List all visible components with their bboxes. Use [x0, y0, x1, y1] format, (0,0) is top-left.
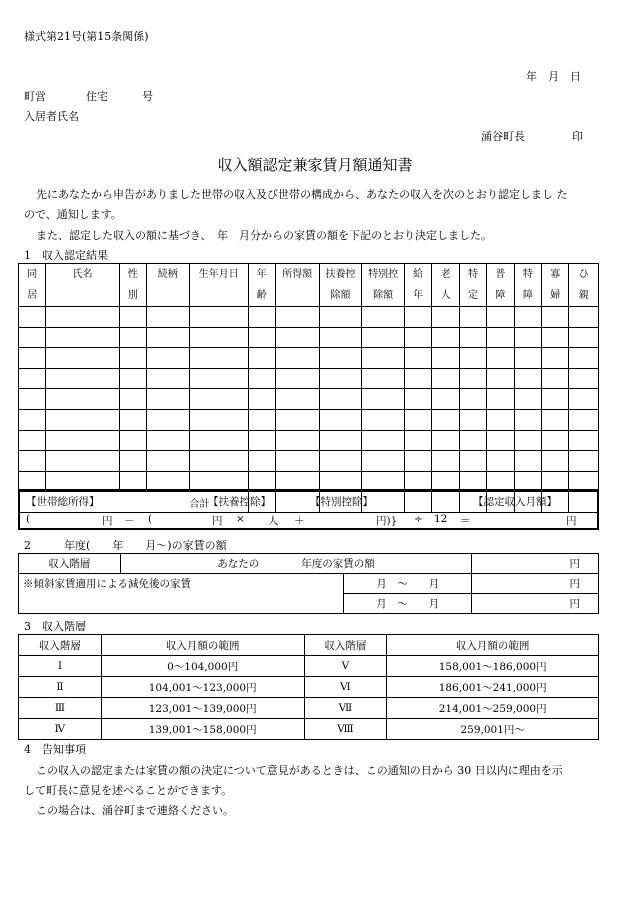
- table-cell[interactable]: [319, 368, 362, 389]
- column-header-text: 特別控: [368, 269, 399, 280]
- bracket-range: 158,001～186,000円: [387, 656, 599, 677]
- bracket-range: 104,001～123,000円: [101, 677, 304, 698]
- column-header-text: 普: [495, 269, 506, 280]
- calc-yen-4: 円: [566, 515, 577, 527]
- table-row: [19, 327, 599, 348]
- table-cell[interactable]: [189, 307, 248, 328]
- table-cell[interactable]: [46, 368, 119, 389]
- table-cell[interactable]: [514, 451, 541, 472]
- table-cell[interactable]: [432, 327, 459, 348]
- column-header-text: 生年月日: [198, 269, 239, 280]
- table-cell[interactable]: [319, 451, 362, 472]
- column-header-text: 同: [27, 269, 38, 280]
- column-header-text: 齢: [256, 290, 267, 301]
- calc-persons: 人: [268, 515, 279, 527]
- table-row: [19, 368, 599, 389]
- table-cell[interactable]: [459, 389, 486, 410]
- bracket-range: 259,001円～: [387, 719, 599, 740]
- table-cell[interactable]: [248, 348, 275, 369]
- table-cell[interactable]: [569, 409, 599, 430]
- table-row: [19, 430, 599, 451]
- table-cell[interactable]: [189, 348, 248, 369]
- table-cell[interactable]: [487, 368, 514, 389]
- column-header-text: 扶養控: [325, 269, 356, 280]
- column-header: [146, 264, 189, 307]
- table-cell[interactable]: [569, 430, 599, 451]
- rent-amount-label: あなたの 年度の家賃の額: [120, 554, 471, 574]
- seal-mark: 印: [572, 130, 583, 143]
- table-cell[interactable]: [146, 389, 189, 410]
- bracket-header-4: 収入月額の範囲: [387, 635, 599, 656]
- table-row: [19, 348, 599, 369]
- column-header-text: 続柄: [157, 269, 178, 280]
- table-cell[interactable]: [432, 409, 459, 430]
- reduced-rent-label: ※傾斜家賃適用による減免後の家賃: [19, 574, 344, 614]
- bracket-header-row: [19, 635, 599, 656]
- table-header-row: [19, 264, 599, 307]
- table-cell[interactable]: [19, 409, 46, 430]
- table-cell[interactable]: [404, 307, 431, 328]
- calc-yen-3: 円)}: [376, 515, 398, 527]
- table-cell[interactable]: [542, 389, 569, 410]
- column-header-text: 年: [256, 269, 267, 280]
- table-cell[interactable]: [19, 348, 46, 369]
- table-cell[interactable]: [275, 409, 319, 430]
- special-deduction-label: 【特別控除】: [310, 496, 373, 508]
- section1-heading: 1 収入認定結果: [24, 249, 108, 262]
- table-cell[interactable]: [542, 409, 569, 430]
- table-cell[interactable]: [362, 409, 405, 430]
- table-cell[interactable]: [362, 451, 405, 472]
- calc-open-paren: (: [26, 513, 31, 525]
- column-header-text: 氏名: [72, 269, 93, 280]
- table-cell[interactable]: [46, 307, 119, 328]
- column-header-text: 親: [578, 290, 589, 301]
- table-cell[interactable]: [514, 327, 541, 348]
- table-cell[interactable]: [275, 368, 319, 389]
- table-cell[interactable]: [146, 451, 189, 472]
- table-cell[interactable]: [248, 430, 275, 451]
- bracket-level: Ⅳ: [19, 719, 102, 740]
- rent-period-2: 月 ～ 月: [344, 594, 472, 614]
- table-cell[interactable]: [189, 409, 248, 430]
- table-row: [19, 389, 599, 410]
- table-cell[interactable]: [46, 327, 119, 348]
- table-cell[interactable]: [459, 307, 486, 328]
- column-header: [19, 264, 46, 307]
- table-cell[interactable]: [459, 409, 486, 430]
- rent-table: [18, 553, 599, 614]
- column-header: [404, 264, 431, 307]
- table-cell[interactable]: [248, 368, 275, 389]
- table-cell[interactable]: [46, 409, 119, 430]
- income-bracket-table: [18, 634, 599, 740]
- table-cell[interactable]: [459, 451, 486, 472]
- column-header: [569, 264, 599, 307]
- table-cell[interactable]: [514, 307, 541, 328]
- table-cell[interactable]: [542, 348, 569, 369]
- bracket-header-3: 収入階層: [304, 635, 387, 656]
- calc-yen-1: 円: [102, 515, 113, 527]
- column-header-text: 給: [413, 269, 424, 280]
- table-cell[interactable]: [189, 368, 248, 389]
- table-cell[interactable]: [432, 430, 459, 451]
- table-cell[interactable]: [362, 389, 405, 410]
- table-cell[interactable]: [432, 348, 459, 369]
- table-cell[interactable]: [119, 409, 146, 430]
- table-cell[interactable]: [487, 430, 514, 451]
- table-cell[interactable]: [487, 327, 514, 348]
- table-cell[interactable]: [432, 389, 459, 410]
- table-cell[interactable]: [487, 451, 514, 472]
- table-cell[interactable]: [362, 348, 405, 369]
- income-bracket-label: 収入階層: [19, 554, 121, 574]
- address-number: 号: [142, 90, 153, 103]
- total-label: 合計: [19, 492, 249, 513]
- column-header: [542, 264, 569, 307]
- table-row: [19, 451, 599, 472]
- table-cell[interactable]: [275, 307, 319, 328]
- table-cell[interactable]: [46, 389, 119, 410]
- bracket-range: 214,001～259,000円: [387, 698, 599, 719]
- rent-row-2: [19, 574, 599, 594]
- table-cell[interactable]: [19, 389, 46, 410]
- bracket-row: [19, 677, 599, 698]
- column-header: [319, 264, 362, 307]
- table-cell[interactable]: [19, 327, 46, 348]
- column-header-text: 除額: [330, 290, 351, 301]
- column-header-text: 別: [127, 290, 138, 301]
- table-cell[interactable]: [459, 430, 486, 451]
- column-header: [514, 264, 541, 307]
- table-cell[interactable]: [275, 430, 319, 451]
- table-cell[interactable]: [569, 348, 599, 369]
- table-cell[interactable]: [459, 327, 486, 348]
- table-cell[interactable]: [119, 430, 146, 451]
- table-cell[interactable]: [46, 348, 119, 369]
- bracket-range: 0～104,000円: [101, 656, 304, 677]
- calc-divide: ÷: [414, 513, 423, 525]
- table-cell[interactable]: [189, 327, 248, 348]
- table-cell[interactable]: [404, 368, 431, 389]
- table-cell[interactable]: [404, 348, 431, 369]
- table-cell[interactable]: [542, 327, 569, 348]
- table-row: [19, 307, 599, 328]
- notice-line-1: この収入の認定または家賃の額の決定について意見があるときは、この通知の日から 30 日以内に理由を示: [36, 764, 563, 777]
- column-header: [362, 264, 405, 307]
- table-cell[interactable]: [404, 430, 431, 451]
- column-header: [432, 264, 459, 307]
- bracket-level: Ⅲ: [19, 698, 102, 719]
- bracket-level: Ⅰ: [19, 656, 102, 677]
- table-cell[interactable]: [569, 368, 599, 389]
- table-cell[interactable]: [19, 430, 46, 451]
- bracket-header-2: 収入月額の範囲: [101, 635, 304, 656]
- table-cell[interactable]: [319, 430, 362, 451]
- section2-heading: 2 年度( 年 月～)の家賃の額: [24, 539, 227, 552]
- table-cell[interactable]: [146, 368, 189, 389]
- table-cell[interactable]: [404, 389, 431, 410]
- rent-row-1: [19, 554, 599, 574]
- table-cell[interactable]: [46, 430, 119, 451]
- table-cell[interactable]: [146, 430, 189, 451]
- column-header-text: 障: [522, 290, 533, 301]
- table-cell[interactable]: [248, 389, 275, 410]
- rent-period-1: 月 ～ 月: [344, 574, 472, 594]
- column-header-text: 特: [467, 269, 478, 280]
- table-cell[interactable]: [119, 307, 146, 328]
- bracket-level: Ⅷ: [304, 719, 387, 740]
- column-header-text: 除額: [373, 290, 394, 301]
- bracket-row: [19, 656, 599, 677]
- column-header-text: 寡: [550, 269, 561, 280]
- address-town: 町営: [24, 90, 46, 103]
- table-cell[interactable]: [319, 348, 362, 369]
- table-cell[interactable]: [432, 368, 459, 389]
- column-header-text: 障: [495, 290, 506, 301]
- table-cell[interactable]: [569, 451, 599, 472]
- bracket-level: Ⅴ: [304, 656, 387, 677]
- table-cell[interactable]: [514, 368, 541, 389]
- table-cell[interactable]: [19, 307, 46, 328]
- table-cell[interactable]: [19, 368, 46, 389]
- table-cell[interactable]: [248, 307, 275, 328]
- table-cell[interactable]: [487, 307, 514, 328]
- bracket-range: 123,001～139,000円: [101, 698, 304, 719]
- column-header: [248, 264, 275, 307]
- table-cell[interactable]: [542, 430, 569, 451]
- issuer: 涌谷町長: [481, 130, 525, 143]
- bracket-level: Ⅶ: [304, 698, 387, 719]
- table-cell[interactable]: [432, 451, 459, 472]
- table-cell[interactable]: [514, 409, 541, 430]
- table-cell[interactable]: [119, 451, 146, 472]
- table-cell[interactable]: [459, 348, 486, 369]
- income-certification-table: [18, 263, 599, 513]
- rent-yen-2: 円: [472, 574, 599, 594]
- table-cell[interactable]: [542, 307, 569, 328]
- table-cell[interactable]: [514, 348, 541, 369]
- form-number: 様式第21号(第15条関係): [24, 30, 149, 43]
- section3-heading: 3 収入階層: [24, 620, 86, 633]
- table-cell[interactable]: [119, 368, 146, 389]
- column-header: [275, 264, 319, 307]
- table-cell[interactable]: [514, 389, 541, 410]
- table-cell[interactable]: [189, 451, 248, 472]
- column-header-text: ひ: [578, 269, 589, 280]
- table-cell[interactable]: [319, 409, 362, 430]
- table-cell[interactable]: [362, 307, 405, 328]
- calc-yen-2: 円: [212, 515, 223, 527]
- calc-twelve: 12: [434, 513, 448, 525]
- table-cell[interactable]: [275, 327, 319, 348]
- table-cell[interactable]: [404, 451, 431, 472]
- column-header: [189, 264, 248, 307]
- resident-label: 入居者氏名: [24, 110, 79, 123]
- calc-equals: ＝: [460, 515, 471, 527]
- page-title: 収入額認定兼家賃月額通知書: [217, 156, 413, 174]
- table-cell[interactable]: [119, 327, 146, 348]
- table-cell[interactable]: [319, 389, 362, 410]
- column-header-text: 婦: [550, 290, 561, 301]
- table-cell[interactable]: [404, 409, 431, 430]
- table-cell[interactable]: [146, 348, 189, 369]
- table-cell[interactable]: [459, 368, 486, 389]
- table-cell[interactable]: [119, 389, 146, 410]
- rent-yen-3: 円: [472, 594, 599, 614]
- table-cell[interactable]: [146, 327, 189, 348]
- table-cell[interactable]: [514, 430, 541, 451]
- table-cell[interactable]: [432, 307, 459, 328]
- table-cell[interactable]: [146, 409, 189, 430]
- household-income-label: 【世帯総所得】: [26, 496, 100, 508]
- notice-line-2: して町長に意見を述べることができます。: [24, 784, 233, 797]
- table-row: [19, 409, 599, 430]
- column-header-text: 居: [27, 290, 38, 301]
- table-cell[interactable]: [362, 430, 405, 451]
- table-cell[interactable]: [248, 451, 275, 472]
- calc-plus: ＋: [294, 515, 305, 527]
- bracket-level: Ⅵ: [304, 677, 387, 698]
- table-cell[interactable]: [146, 307, 189, 328]
- bracket-row: [19, 719, 599, 740]
- bracket-header-1: 収入階層: [19, 635, 102, 656]
- bracket-row: [19, 698, 599, 719]
- notice-line-3: この場合は、涌谷町まで連絡ください。: [36, 804, 234, 817]
- table-cell[interactable]: [487, 389, 514, 410]
- column-header: [119, 264, 146, 307]
- intro-line-1: 先にあなたから申告がありました世帯の収入及び世帯の構成から、あなたの収入を次のとおり認定しまし た: [36, 188, 568, 201]
- table-cell[interactable]: [542, 451, 569, 472]
- table-cell[interactable]: [569, 327, 599, 348]
- bracket-level: Ⅱ: [19, 677, 102, 698]
- column-header: [46, 264, 119, 307]
- intro-line-3: また、認定した収入の額に基づき、 年 月分からの家賃の額を下記のとおり決定しました。: [36, 229, 493, 242]
- table-cell[interactable]: [569, 389, 599, 410]
- column-header: [487, 264, 514, 307]
- certified-income-label: 【認定収入月額】: [473, 496, 557, 508]
- table-cell[interactable]: [487, 348, 514, 369]
- column-header-text: 人: [440, 290, 451, 301]
- table-cell[interactable]: [119, 348, 146, 369]
- bracket-range: 186,001～241,000円: [387, 677, 599, 698]
- table-cell[interactable]: [319, 327, 362, 348]
- income-calculation-box: [18, 489, 599, 530]
- address-housing: 住宅: [86, 90, 108, 103]
- column-header-text: 所得額: [282, 269, 313, 280]
- section4-heading: 4 告知事項: [24, 743, 86, 756]
- table-cell[interactable]: [362, 368, 405, 389]
- date-line: 年 月 日: [526, 70, 581, 83]
- table-cell[interactable]: [487, 409, 514, 430]
- table-cell[interactable]: [275, 451, 319, 472]
- table-cell[interactable]: [248, 327, 275, 348]
- table-cell[interactable]: [189, 389, 248, 410]
- column-header-text: 定: [467, 290, 478, 301]
- table-cell[interactable]: [319, 307, 362, 328]
- table-cell[interactable]: [275, 389, 319, 410]
- table-cell[interactable]: [404, 327, 431, 348]
- table-cell[interactable]: [569, 307, 599, 328]
- table-cell[interactable]: [189, 430, 248, 451]
- column-header-text: 老: [440, 269, 451, 280]
- column-header-text: 特: [522, 269, 533, 280]
- table-cell[interactable]: [275, 348, 319, 369]
- table-cell[interactable]: [248, 409, 275, 430]
- calc-minus: －: [124, 515, 135, 527]
- column-header-text: 年: [413, 290, 424, 301]
- table-cell[interactable]: [542, 368, 569, 389]
- column-header: [459, 264, 486, 307]
- table-cell[interactable]: [19, 451, 46, 472]
- column-header-text: 性: [127, 269, 138, 280]
- calc-open-paren-2: (: [148, 513, 153, 525]
- intro-line-2: ので、通知します。: [24, 208, 122, 221]
- rent-yen-1: 円: [472, 554, 599, 574]
- bracket-range: 139,001～158,000円: [101, 719, 304, 740]
- dependent-deduction-label: 【扶養控除】: [208, 496, 271, 508]
- table-cell[interactable]: [362, 327, 405, 348]
- table-cell[interactable]: [46, 451, 119, 472]
- calc-times: ×: [236, 513, 245, 525]
